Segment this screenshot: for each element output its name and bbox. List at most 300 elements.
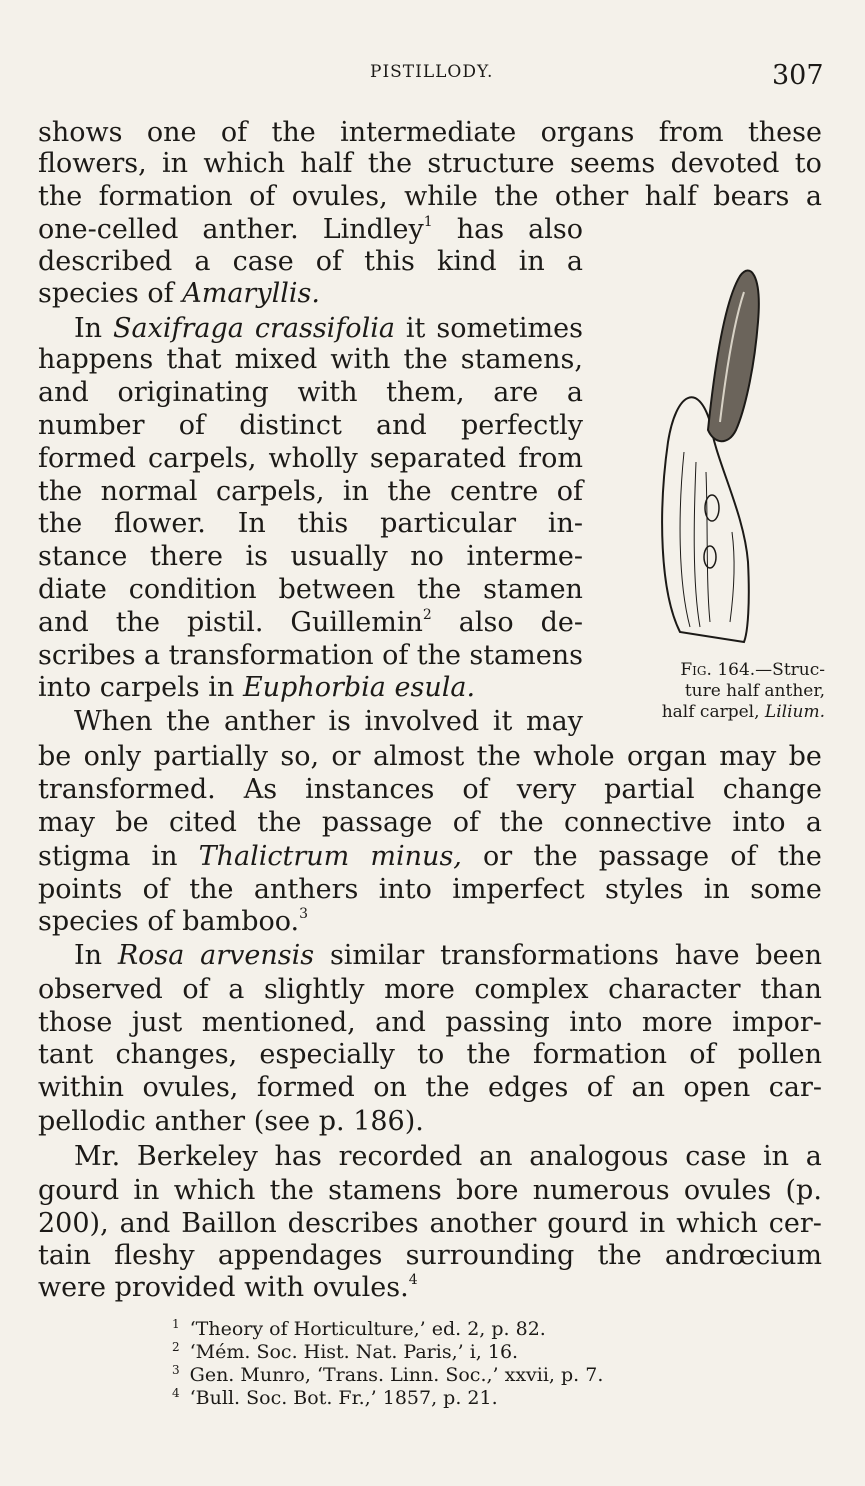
word: devoted — [670, 148, 780, 179]
word: arvensis — [200, 940, 315, 971]
text-line — [38, 672, 583, 704]
word: this — [364, 246, 415, 277]
footnote — [172, 1342, 518, 1365]
word: Berkeley — [136, 1141, 258, 1172]
text-line — [38, 377, 583, 409]
word: were — [38, 1272, 106, 1303]
word: in — [763, 1141, 790, 1172]
text-line — [38, 574, 583, 606]
word: more — [384, 974, 455, 1005]
word: very — [516, 774, 577, 805]
page-number: 307 — [772, 60, 824, 91]
word: numerous — [532, 1175, 670, 1206]
word: the — [387, 476, 432, 507]
word: complex — [474, 974, 589, 1005]
word: species — [38, 906, 139, 937]
word: wholly — [268, 443, 358, 474]
word: a — [194, 246, 211, 277]
footnote-text: Gen. Munro, ‘Trans. Linn. Soc.,’ xxvii, p. 7. — [189, 1364, 604, 1386]
word: may — [525, 706, 583, 737]
footnote-reference: 2 — [422, 607, 432, 623]
word: of — [142, 874, 169, 905]
word: the — [416, 640, 461, 671]
text-line — [38, 508, 583, 540]
word: (p. — [785, 1175, 822, 1206]
word: a — [805, 807, 822, 838]
text-line — [38, 313, 583, 345]
word: them, — [386, 377, 465, 408]
word: Baillon — [181, 1208, 277, 1239]
text-line — [38, 443, 583, 475]
word: the — [494, 181, 539, 212]
word: into — [378, 874, 432, 905]
word: the — [403, 344, 448, 375]
text-line — [38, 706, 583, 738]
word: the — [425, 1072, 470, 1103]
word: As — [243, 774, 278, 805]
text-line — [38, 1141, 822, 1173]
word: species — [38, 278, 139, 309]
word: 186). — [353, 1106, 424, 1137]
word: anther. — [202, 214, 299, 245]
word: of — [556, 476, 583, 507]
word: passing — [445, 1007, 550, 1038]
word: an — [631, 1072, 665, 1103]
word: gourd — [38, 1175, 120, 1206]
word: the — [777, 841, 822, 872]
word: of — [182, 974, 209, 1005]
footnote — [172, 1319, 546, 1342]
word: bears — [713, 181, 790, 212]
word: appendages — [217, 1240, 383, 1271]
word: stamen — [483, 574, 583, 605]
text-line — [38, 214, 583, 246]
word: also — [528, 214, 583, 245]
word: the — [533, 841, 578, 872]
word: case — [685, 1141, 747, 1172]
text-line — [38, 741, 822, 773]
word: so, — [280, 741, 320, 772]
word: separated — [369, 443, 507, 474]
word: partially — [153, 741, 268, 772]
word: of — [147, 278, 174, 309]
text-line — [38, 1272, 822, 1304]
footnote-mark: 4 — [172, 1386, 180, 1400]
word: other — [554, 181, 629, 212]
word: organs — [540, 117, 635, 148]
word: styles — [604, 874, 684, 905]
word: ovules — [683, 1175, 772, 1206]
word: minus, — [370, 841, 462, 872]
word: a — [805, 1141, 822, 1172]
word: de- — [540, 607, 583, 638]
word: described — [38, 246, 173, 277]
word: In — [74, 940, 103, 971]
word: pellodic — [38, 1106, 146, 1137]
word: p. — [318, 1106, 345, 1137]
word: with — [330, 344, 391, 375]
word: be — [788, 741, 822, 772]
word: impor- — [732, 1007, 822, 1038]
word: flower. — [114, 508, 206, 539]
word: passage — [598, 841, 710, 872]
word: andrœcium — [664, 1240, 822, 1271]
word: the — [115, 607, 160, 638]
word: carpels, — [148, 443, 257, 474]
word: be — [38, 741, 72, 772]
word: these — [747, 117, 822, 148]
word: ovules.$^4$ — [312, 1272, 418, 1303]
word: the — [499, 807, 544, 838]
footnote — [172, 1388, 498, 1411]
caption-label: Fig. 164. — [680, 660, 756, 680]
footnote-mark: 1 — [172, 1317, 180, 1331]
text-line — [38, 181, 822, 213]
word: Euphorbia — [242, 672, 386, 703]
word: stamens — [469, 640, 583, 671]
word: surrounding — [405, 1240, 575, 1271]
word: When — [74, 706, 153, 737]
word: observed — [38, 974, 163, 1005]
word: pollen — [737, 1039, 822, 1070]
word: organ — [626, 741, 707, 772]
word: Amaryllis. — [182, 278, 320, 309]
word: Lindley$^1$ — [322, 214, 433, 245]
word: transformed. — [38, 774, 216, 805]
text-line — [38, 940, 822, 972]
word: the — [269, 1175, 314, 1206]
word: this — [297, 508, 349, 539]
word: which — [676, 1208, 758, 1239]
word: points — [38, 874, 123, 905]
word: imperfect — [452, 874, 585, 905]
word: be — [115, 807, 149, 838]
word: usually — [290, 541, 388, 572]
word: number — [38, 410, 145, 441]
word: of — [147, 906, 174, 937]
word: changes, — [115, 1039, 238, 1070]
word: In — [237, 508, 266, 539]
text-line — [38, 906, 822, 938]
word: tain — [38, 1240, 91, 1271]
word: to — [417, 1039, 445, 1070]
word: more — [641, 1007, 713, 1038]
text-line — [38, 807, 822, 839]
word: normal — [100, 476, 198, 507]
figure-caption — [605, 660, 825, 723]
word: one — [146, 117, 197, 148]
word: cer- — [768, 1208, 822, 1239]
word: and — [375, 1007, 426, 1038]
word: Guillemin$^2$ — [290, 607, 432, 638]
word: mentioned, — [201, 1007, 356, 1038]
word: gourd — [547, 1208, 629, 1239]
word: the — [189, 874, 234, 905]
word: another — [429, 1208, 537, 1239]
word: open — [683, 1072, 751, 1103]
word: and — [38, 607, 89, 638]
word: similar — [329, 940, 425, 971]
word: it — [492, 706, 513, 737]
word: (see — [253, 1106, 311, 1137]
word: into — [38, 672, 92, 703]
word: just — [131, 1007, 183, 1038]
word: the — [476, 741, 521, 772]
word: flowers, — [38, 148, 147, 179]
word: perfectly — [460, 410, 583, 441]
word: transformations — [440, 940, 660, 971]
word: bore — [456, 1175, 519, 1206]
word: or — [331, 741, 361, 772]
word: stigma — [38, 841, 131, 872]
word: a — [144, 640, 161, 671]
footnote — [172, 1365, 603, 1388]
word: with — [297, 377, 358, 408]
word: partial — [604, 774, 695, 805]
caption-line-3: half carpel, — [661, 702, 760, 722]
word: a — [566, 377, 583, 408]
word: between — [278, 574, 396, 605]
text-line — [38, 1208, 822, 1240]
word: a — [805, 181, 822, 212]
word: into — [569, 1007, 623, 1038]
word: whole — [533, 741, 615, 772]
word: seems — [569, 148, 656, 179]
word: happens — [38, 344, 154, 375]
word: the — [597, 1240, 642, 1271]
word: character — [608, 974, 741, 1005]
text-line — [38, 640, 583, 672]
word: 200), — [38, 1208, 109, 1239]
footnote-text: ‘Bull. Soc. Bot. Fr.,’ 1857, p. 21. — [189, 1387, 498, 1409]
word: the — [271, 117, 316, 148]
word: half — [300, 148, 353, 179]
word: in — [162, 148, 189, 179]
running-head: PISTILLODY. — [370, 62, 494, 82]
word: the — [38, 476, 83, 507]
word: that — [166, 344, 222, 375]
word: cited — [169, 807, 237, 838]
word: are — [493, 377, 539, 408]
word: carpels, — [215, 476, 325, 507]
word: from — [518, 443, 583, 474]
word: in — [703, 874, 730, 905]
word: stamens, — [460, 344, 583, 375]
word: has — [456, 214, 505, 245]
caption-line-1: —Struc- — [755, 660, 825, 680]
word: Mr. — [74, 1141, 121, 1172]
word: originating — [117, 377, 269, 408]
text-line — [38, 410, 583, 442]
word: connective — [563, 807, 712, 838]
footnote-mark: 3 — [172, 1363, 180, 1377]
word: to — [794, 148, 822, 179]
word: with — [244, 1272, 305, 1303]
footnote-reference: 1 — [423, 214, 433, 230]
word: Saxifraga — [113, 313, 244, 344]
word: edges — [487, 1072, 569, 1103]
word: or — [483, 841, 513, 872]
word: ovules, — [142, 1072, 239, 1103]
text-line — [38, 541, 583, 573]
word: one-celled — [38, 214, 179, 245]
text-line — [38, 1039, 822, 1071]
word: crassifolia — [254, 313, 395, 344]
word: centre — [450, 476, 539, 507]
word: recorded — [338, 1141, 463, 1172]
text-line — [38, 1240, 822, 1272]
word: has — [274, 1141, 322, 1172]
word: change — [722, 774, 822, 805]
word: and — [38, 377, 89, 408]
word: Rosa — [117, 940, 185, 971]
text-line — [38, 1175, 822, 1207]
word: is — [328, 706, 351, 737]
text-line — [38, 476, 583, 508]
footnote-mark: 2 — [172, 1340, 180, 1354]
text-line — [38, 1106, 822, 1138]
word: of — [462, 774, 489, 805]
caption-line-2: ture half anther, — [684, 681, 825, 701]
word: formed — [256, 1072, 355, 1103]
word: slightly — [263, 974, 365, 1005]
word: the — [38, 181, 83, 212]
footnote-reference: 3 — [299, 906, 309, 922]
text-line — [38, 1072, 822, 1104]
word: describes — [287, 1208, 419, 1239]
word: diate — [38, 574, 107, 605]
word: car- — [768, 1072, 822, 1103]
text-line — [38, 278, 583, 310]
word: of — [689, 1039, 716, 1070]
word: shows — [38, 117, 123, 148]
figure-164-illustration — [640, 262, 770, 652]
caption-genus: Lilium. — [764, 702, 825, 722]
word: carpels — [99, 672, 200, 703]
text-line — [38, 774, 822, 806]
word: structure — [427, 148, 555, 179]
word: bamboo.$^3$ — [182, 906, 309, 937]
footnote-reference: 4 — [408, 1272, 418, 1288]
word: scribes — [38, 640, 136, 671]
word: case — [232, 246, 294, 277]
word: in — [342, 476, 369, 507]
word: fleshy — [114, 1240, 195, 1271]
word: almost — [372, 741, 465, 772]
text-line — [38, 841, 822, 873]
word: transformation — [168, 640, 374, 671]
word: particular — [380, 508, 517, 539]
word: also — [458, 607, 514, 638]
word: of — [315, 246, 343, 277]
word: pistil. — [186, 607, 264, 638]
word: esula. — [394, 672, 476, 703]
word: there — [149, 541, 223, 572]
word: a — [566, 246, 583, 277]
word: anthers — [253, 874, 359, 905]
word: mixed — [234, 344, 318, 375]
word: those — [38, 1007, 113, 1038]
word: and — [376, 410, 427, 441]
text-line — [38, 117, 822, 149]
text-line — [38, 148, 822, 180]
word: stance — [38, 541, 128, 572]
text-line — [38, 246, 583, 278]
word: of — [452, 807, 479, 838]
word: stamens — [328, 1175, 442, 1206]
word: it — [405, 313, 426, 344]
word: in- — [547, 508, 583, 539]
word: and — [119, 1208, 171, 1239]
word: is — [245, 541, 268, 572]
word: in — [151, 841, 178, 872]
word: the — [257, 807, 302, 838]
word: have — [674, 940, 740, 971]
text-line — [38, 344, 583, 376]
word: especially — [259, 1039, 395, 1070]
word: provided — [114, 1272, 236, 1303]
word: of — [178, 410, 205, 441]
word: anther — [154, 1106, 246, 1137]
word: the — [38, 508, 83, 539]
word: of — [730, 841, 757, 872]
word: distinct — [239, 410, 342, 441]
word: an — [479, 1141, 513, 1172]
word: the — [466, 1039, 511, 1070]
word: analogous — [529, 1141, 669, 1172]
word: than — [760, 974, 822, 1005]
word: in — [133, 1175, 160, 1206]
footnote-text: ‘Theory of Horticulture,’ ed. 2, p. 82. — [189, 1318, 546, 1340]
word: into — [732, 807, 786, 838]
word: of — [220, 117, 248, 148]
word: which — [203, 148, 286, 179]
word: half — [644, 181, 697, 212]
word: no — [410, 541, 444, 572]
word: which — [173, 1175, 256, 1206]
word: kind — [436, 246, 497, 277]
word: In — [74, 313, 103, 344]
word: tant — [38, 1039, 94, 1070]
word: from — [658, 117, 724, 148]
word: may — [719, 741, 777, 772]
word: anther — [224, 706, 315, 737]
word: ovules, — [291, 181, 388, 212]
text-line — [38, 974, 822, 1006]
word: formed — [38, 443, 137, 474]
word: formation — [533, 1039, 668, 1070]
word: a — [228, 974, 245, 1005]
word: been — [755, 940, 822, 971]
word: Thalictrum — [198, 841, 350, 872]
word: in — [639, 1208, 666, 1239]
word: formation — [98, 181, 233, 212]
word: some — [750, 874, 822, 905]
text-line — [38, 1007, 822, 1039]
word: passage — [321, 807, 433, 838]
word: interme- — [466, 541, 583, 572]
word: only — [83, 741, 142, 772]
word: intermediate — [340, 117, 517, 148]
word: may — [38, 807, 95, 838]
word: condition — [128, 574, 257, 605]
word: within — [38, 1072, 125, 1103]
word: in — [518, 246, 545, 277]
word: the — [417, 574, 462, 605]
word: of — [382, 640, 409, 671]
word: the — [166, 706, 211, 737]
word: while — [404, 181, 478, 212]
